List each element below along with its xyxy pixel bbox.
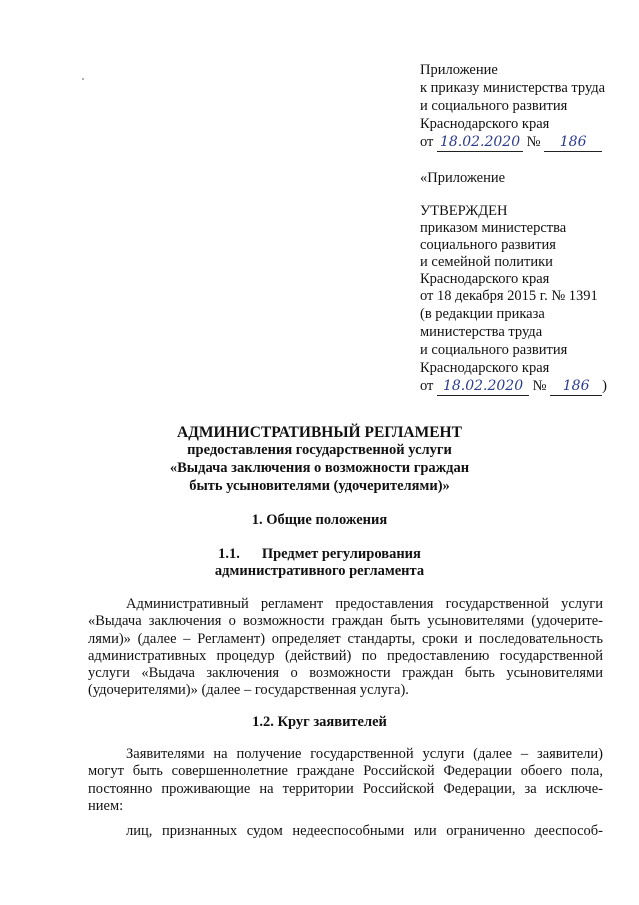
- approval-date-prefix: от: [420, 378, 434, 394]
- approval-line-5: от 18 декабря 2015 г. № 1391: [420, 288, 598, 304]
- approval-number-handwritten: 186: [550, 378, 602, 396]
- approval-line-7: министерства труда: [420, 324, 543, 340]
- section-1-2-paragraph: [88, 746, 603, 815]
- header-date-handwritten: 18.02.2020: [437, 134, 523, 152]
- section-1-1-heading: [0, 546, 639, 563]
- paragraph-line: нием:: [88, 797, 124, 814]
- paragraph-line: могут быть совершеннолетние граждане Российской Федерации обоего пола,: [88, 763, 603, 780]
- header-line-4: Краснодарского края: [420, 116, 550, 132]
- paragraph-line: Административный регламент предоставления государственной услуги: [126, 596, 603, 612]
- section-1-heading: 1. Общие положения: [251, 512, 388, 528]
- scan-speck: [82, 78, 84, 80]
- header-date-prefix: от: [420, 134, 434, 150]
- header-number-handwritten: 186: [544, 134, 602, 152]
- header-line-2: к приказу министерства труда: [420, 80, 606, 96]
- approval-line-9: Краснодарского края: [420, 360, 550, 376]
- paragraph-line: постоянно проживающие на территории Российской Федерации, за исключе-: [88, 780, 603, 797]
- section-1-1-number: 1.1.: [218, 546, 240, 562]
- paragraph-line: административных процедур (действий) по предоставлению государственной: [88, 647, 603, 664]
- approval-quote: «Приложение: [420, 170, 506, 186]
- header-line-1: Приложение: [420, 62, 498, 78]
- paragraph-line: услуги «Выдача заключения о возможности граждан быть усыновителями: [88, 665, 603, 682]
- approval-number-prefix: №: [532, 378, 547, 394]
- doc-title: АДМИНИСТРАТИВНЫЙ РЕГЛАМЕНТ: [177, 424, 462, 441]
- header-number-prefix: №: [526, 134, 541, 150]
- doc-subtitle-2: «Выдача заключения о возможности граждан: [169, 460, 470, 476]
- paragraph-line: лями)» (далее – Регламент) определяет стандарты, сроки и последовательность: [88, 630, 603, 647]
- approval-line-6: (в редакции приказа: [420, 306, 545, 322]
- paragraph-line: Заявителями на получение государственной услуги (далее – заявители): [126, 746, 603, 762]
- approval-line-4: Краснодарского края: [420, 271, 550, 287]
- paragraph-line: лиц, признанных судом недееспособными или ограниченно дееспособ-: [126, 823, 603, 839]
- section-1-1-heading-2: административного регламента: [214, 563, 425, 579]
- approval-line-8: и социального развития: [420, 342, 568, 358]
- header-date-line: [420, 134, 602, 152]
- section-1-1-paragraph: [88, 596, 603, 700]
- approval-closing: ): [602, 378, 607, 394]
- section-1-2-heading: 1.2. Круг заявителей: [252, 714, 387, 730]
- header-line-3: и социального развития: [420, 98, 568, 114]
- approval-date-line: [420, 378, 607, 396]
- approval-line-2: социального развития: [420, 237, 556, 253]
- approval-line-1: приказом министерства: [420, 220, 567, 236]
- paragraph-line: (удочерителями)» (далее – государственная услуга).: [88, 682, 409, 699]
- section-1-1-title: Предмет регулирования: [261, 546, 421, 562]
- paragraph-line: «Выдача заключения о возможности граждан быть усыновителями (удочерите-: [88, 613, 603, 630]
- doc-subtitle-3: быть усыновителями (удочерителями)»: [189, 478, 450, 494]
- approval-date-handwritten: 18.02.2020: [437, 378, 529, 396]
- doc-subtitle-1: предоставления государственной услуги: [187, 442, 452, 458]
- approval-approved: УТВЕРЖДЕН: [420, 203, 508, 219]
- section-1-2-paragraph-2: [88, 823, 603, 840]
- approval-line-3: и семейной политики: [420, 254, 553, 270]
